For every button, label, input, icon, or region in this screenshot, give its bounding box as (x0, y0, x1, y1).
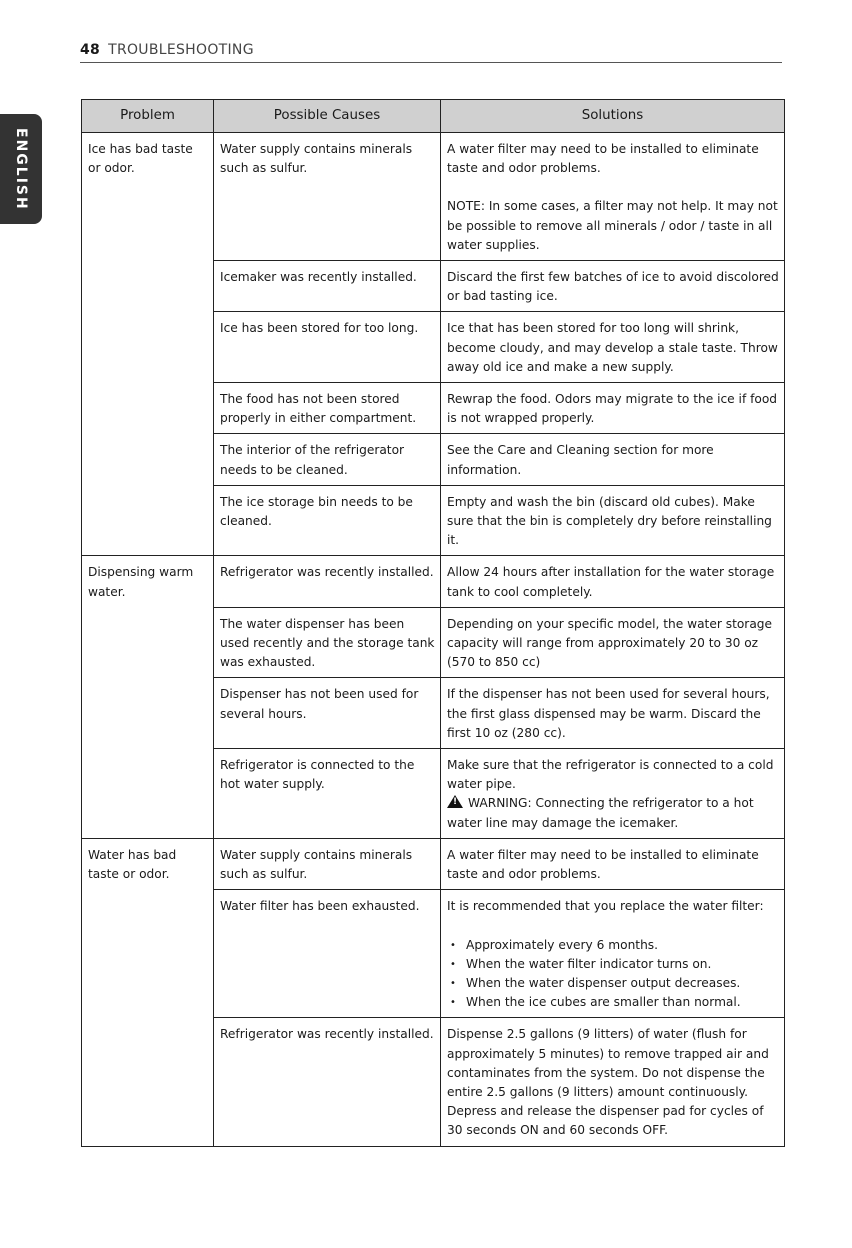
warning-icon (447, 795, 463, 808)
cause-cell: Dispenser has not been used for several hours. (214, 678, 441, 749)
problem-cell: Water has bad taste or odor. (82, 838, 214, 1146)
list-item: • When the water dispenser output decreases. (447, 974, 779, 993)
solution-cell: A water filter may need to be installed to eliminate taste and odor problems. (441, 838, 785, 889)
language-tab-label: ENGLISH (13, 127, 29, 211)
table-header-row (82, 100, 785, 133)
page-number: 48 (80, 42, 101, 58)
solution-cell: Allow 24 hours after installation for the water storage tank to cool completely. (441, 556, 785, 607)
cause-cell: Water supply contains minerals such as sulfur. (214, 133, 441, 261)
solution-cell: See the Care and Cleaning section for more information. (441, 434, 785, 485)
warning-note (447, 794, 779, 832)
cause-cell: The ice storage bin needs to be cleaned. (214, 485, 441, 556)
section-title: TROUBLESHOOTING (108, 42, 254, 58)
cause-cell: The water dispenser has been used recently and the storage tank was exhausted. (214, 607, 441, 678)
cause-cell: Water filter has been exhausted. (214, 890, 441, 1018)
solution-cell (441, 133, 785, 261)
solution-cell (441, 749, 785, 839)
column-header-solutions: Solutions (441, 100, 785, 133)
problem-cell: Ice has bad taste or odor. (82, 133, 214, 556)
bullet-list (447, 936, 779, 1013)
solution-cell: If the dispenser has not been used for several hours, the first glass dispensed may be warm. Discard the first 10 oz (280 cc). (441, 678, 785, 749)
solution-text: Make sure that the refrigerator is connected to a cold water pipe. (447, 758, 774, 792)
list-item: • When the water filter indicator turns on. (447, 955, 779, 974)
column-header-causes: Possible Causes (214, 100, 441, 133)
page-header (80, 42, 782, 63)
solution-cell: Discard the first few batches of ice to avoid discolored or bad tasting ice. (441, 261, 785, 312)
cause-cell: Ice has been stored for too long. (214, 312, 441, 383)
cause-cell: The interior of the refrigerator needs to be cleaned. (214, 434, 441, 485)
solution-cell: Depending on your specific model, the water storage capacity will range from approximately 20 to 30 oz (570 to 850 cc) (441, 607, 785, 678)
list-item: • When the ice cubes are smaller than normal. (447, 993, 779, 1012)
solution-cell: Rewrap the food. Odors may migrate to the ice if food is not wrapped properly. (441, 383, 785, 434)
table-row (82, 556, 785, 607)
cause-cell: Refrigerator was recently installed. (214, 1018, 441, 1146)
list-item: • Approximately every 6 months. (447, 936, 779, 955)
cause-cell: The food has not been stored properly in either compartment. (214, 383, 441, 434)
note-text: NOTE: In some cases, a filter may not help. It may not be possible to remove all minerals / odor / taste in all water supplies. (447, 199, 778, 252)
solution-cell: Ice that has been stored for too long will shrink, become cloudy, and may develop a stale taste. Throw away old ice and make a new supply. (441, 312, 785, 383)
solution-cell: Empty and wash the bin (discard old cubes). Make sure that the bin is completely dry before reinstalling it. (441, 485, 785, 556)
solution-text: It is recommended that you replace the water filter: (447, 899, 764, 914)
language-tab (0, 114, 42, 224)
table-row (82, 133, 785, 261)
table-row (82, 838, 785, 889)
solution-cell: Dispense 2.5 gallons (9 litters) of water (flush for approximately 5 minutes) to remove trapped air and contaminates from the system. Do not dispense the entire 2.5 gallons (9 litters) amount continuously. Depress and release the dispenser pad for cycles of 30 seconds ON and 60 seconds OFF. (441, 1018, 785, 1146)
troubleshooting-table (81, 99, 785, 1147)
cause-cell: Water supply contains minerals such as sulfur. (214, 838, 441, 889)
column-header-problem: Problem (82, 100, 214, 133)
cause-cell: Icemaker was recently installed. (214, 261, 441, 312)
cause-cell: Refrigerator was recently installed. (214, 556, 441, 607)
warning-text: WARNING: Connecting the refrigerator to a hot water line may damage the icemaker. (447, 796, 754, 830)
problem-cell: Dispensing warm water. (82, 556, 214, 838)
cause-cell: Refrigerator is connected to the hot water supply. (214, 749, 441, 839)
solution-text: A water filter may need to be installed to eliminate taste and odor problems. (447, 142, 759, 176)
solution-cell (441, 890, 785, 1018)
